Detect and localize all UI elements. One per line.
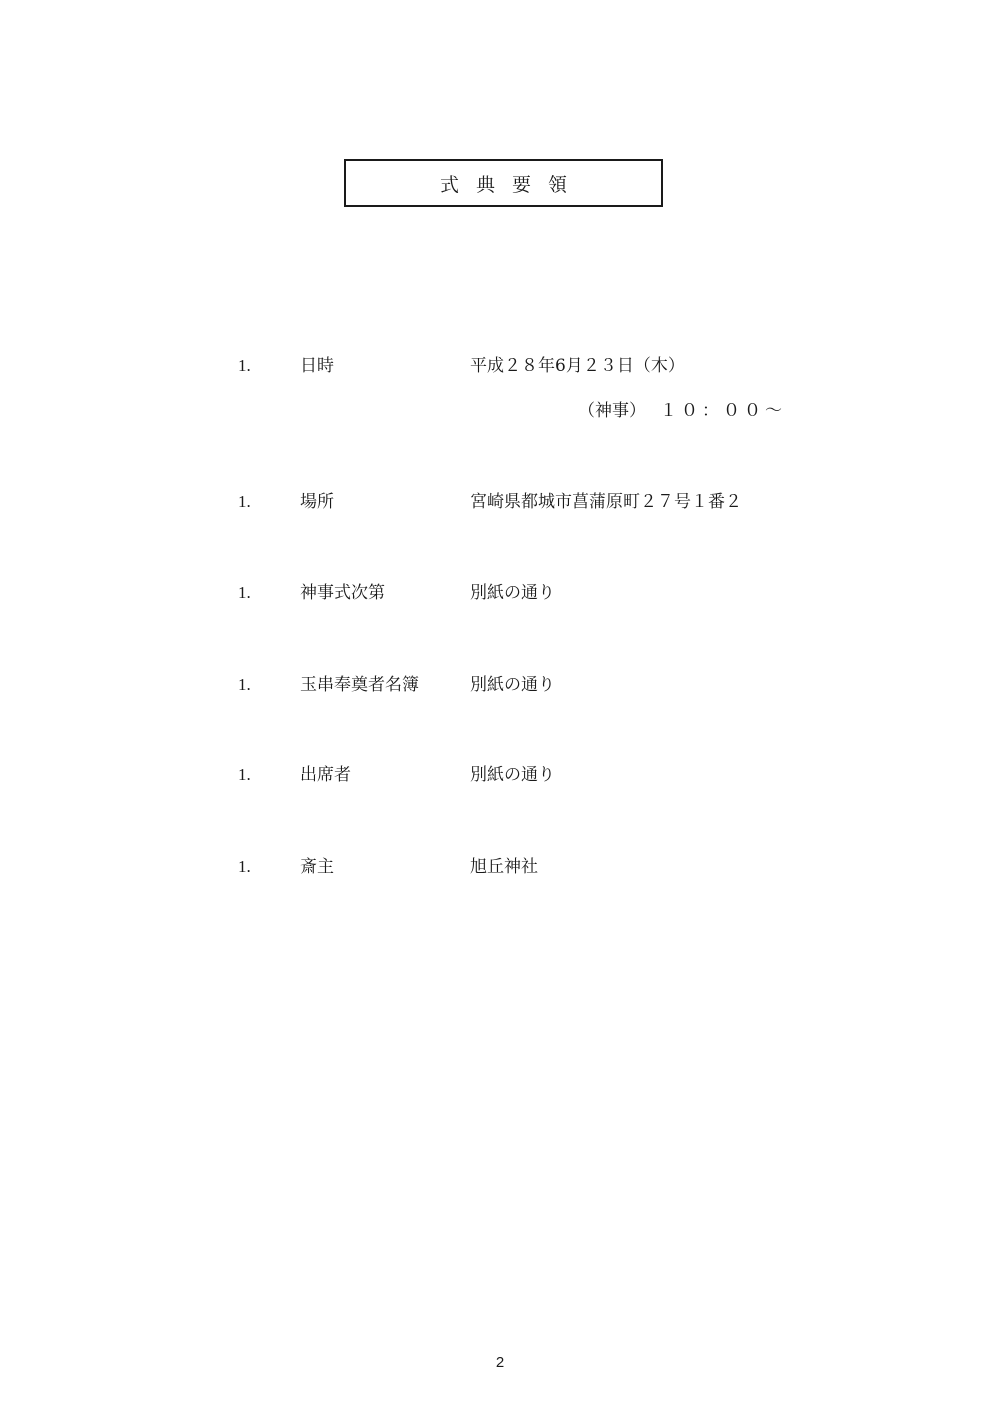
page-number: 2 [495, 1354, 505, 1371]
item-label-officiant: 斎主 [300, 857, 334, 877]
item-value-attendees: 別紙の通り [470, 765, 555, 785]
item-officiant [0, 852, 1000, 882]
item-value-address: 宮崎県都城市菖蒲原町２７号１番２ [470, 492, 742, 512]
item-date-time [0, 351, 1000, 381]
item-label-offering-list: 玉串奉奠者名簿 [300, 675, 419, 695]
item-number: 1. [238, 583, 251, 602]
item-value-date: 平成２８年6月２３日（木） [470, 356, 685, 376]
ceremony-label: （神事） [578, 401, 646, 421]
item-label-attendees: 出席者 [300, 765, 351, 785]
item-attendees [0, 760, 1000, 790]
title-box [344, 159, 663, 207]
item-value-ritual-order: 別紙の通り [470, 583, 555, 603]
item-ritual-order [0, 578, 1000, 608]
item-number: 1. [238, 675, 251, 694]
item-value-officiant: 旭丘神社 [470, 857, 538, 877]
ceremony-schedule [578, 396, 786, 426]
item-number: 1. [238, 765, 251, 784]
ceremony-time: １０：００～ [660, 401, 786, 421]
item-place [0, 487, 1000, 517]
item-number: 1. [238, 492, 251, 511]
document-title: 式典要領 [439, 173, 584, 196]
item-label-place: 場所 [300, 492, 334, 512]
item-value-offering-list: 別紙の通り [470, 675, 555, 695]
item-offering-list [0, 670, 1000, 700]
item-number: 1. [238, 356, 251, 375]
item-number: 1. [238, 857, 251, 876]
item-label-date-time: 日時 [300, 356, 334, 376]
item-label-ritual-order: 神事式次第 [300, 583, 385, 603]
